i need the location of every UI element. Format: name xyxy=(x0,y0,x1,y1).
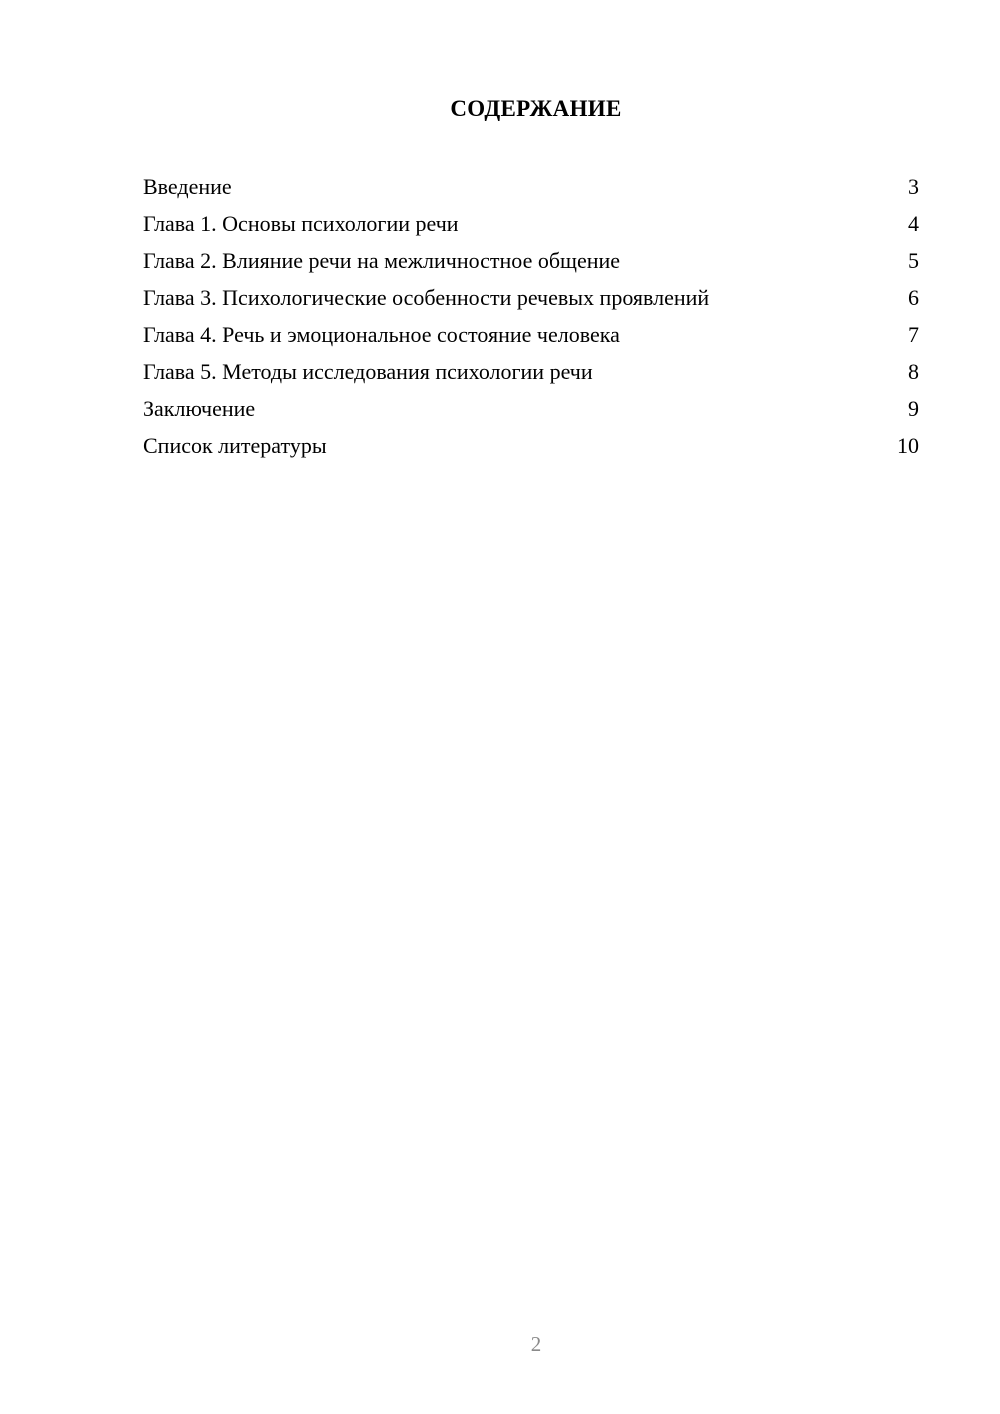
toc-entry-references xyxy=(143,427,919,464)
toc-entry-label: Заключение xyxy=(143,396,256,421)
toc-entry-conclusion xyxy=(143,390,919,427)
toc-entry-introduction xyxy=(143,168,919,205)
page-number: 2 xyxy=(530,1332,542,1356)
toc-entry-page: 6 xyxy=(908,285,919,310)
toc-entry-label: Глава 5. Методы исследования психологии речи xyxy=(143,359,593,384)
toc-entry-chapter-4 xyxy=(143,316,919,353)
table-of-contents xyxy=(143,168,919,464)
toc-heading: СОДЕРЖАНИЕ xyxy=(450,96,622,121)
toc-entry-page: 5 xyxy=(908,248,919,273)
toc-entry-label: Глава 3. Психологические особенности речевых проявлений xyxy=(143,285,710,310)
toc-entry-page: 7 xyxy=(908,322,919,347)
toc-entry-page: 10 xyxy=(897,433,919,458)
toc-entry-label: Глава 2. Влияние речи на межличностное общение xyxy=(143,248,621,273)
toc-entry-label: Глава 4. Речь и эмоциональное состояние человека xyxy=(143,322,620,347)
toc-entry-page: 9 xyxy=(908,396,919,421)
toc-entry-label: Глава 1. Основы психологии речи xyxy=(143,211,459,236)
toc-entry-label: Введение xyxy=(143,174,232,199)
toc-entry-chapter-5 xyxy=(143,353,919,390)
toc-entry-page: 3 xyxy=(908,174,919,199)
toc-entry-label: Список литературы xyxy=(143,433,327,458)
toc-entry-chapter-2 xyxy=(143,242,919,279)
toc-entry-page: 8 xyxy=(908,359,919,384)
toc-entry-chapter-3 xyxy=(143,279,919,316)
toc-entry-chapter-1 xyxy=(143,205,919,242)
toc-entry-page: 4 xyxy=(908,211,919,236)
